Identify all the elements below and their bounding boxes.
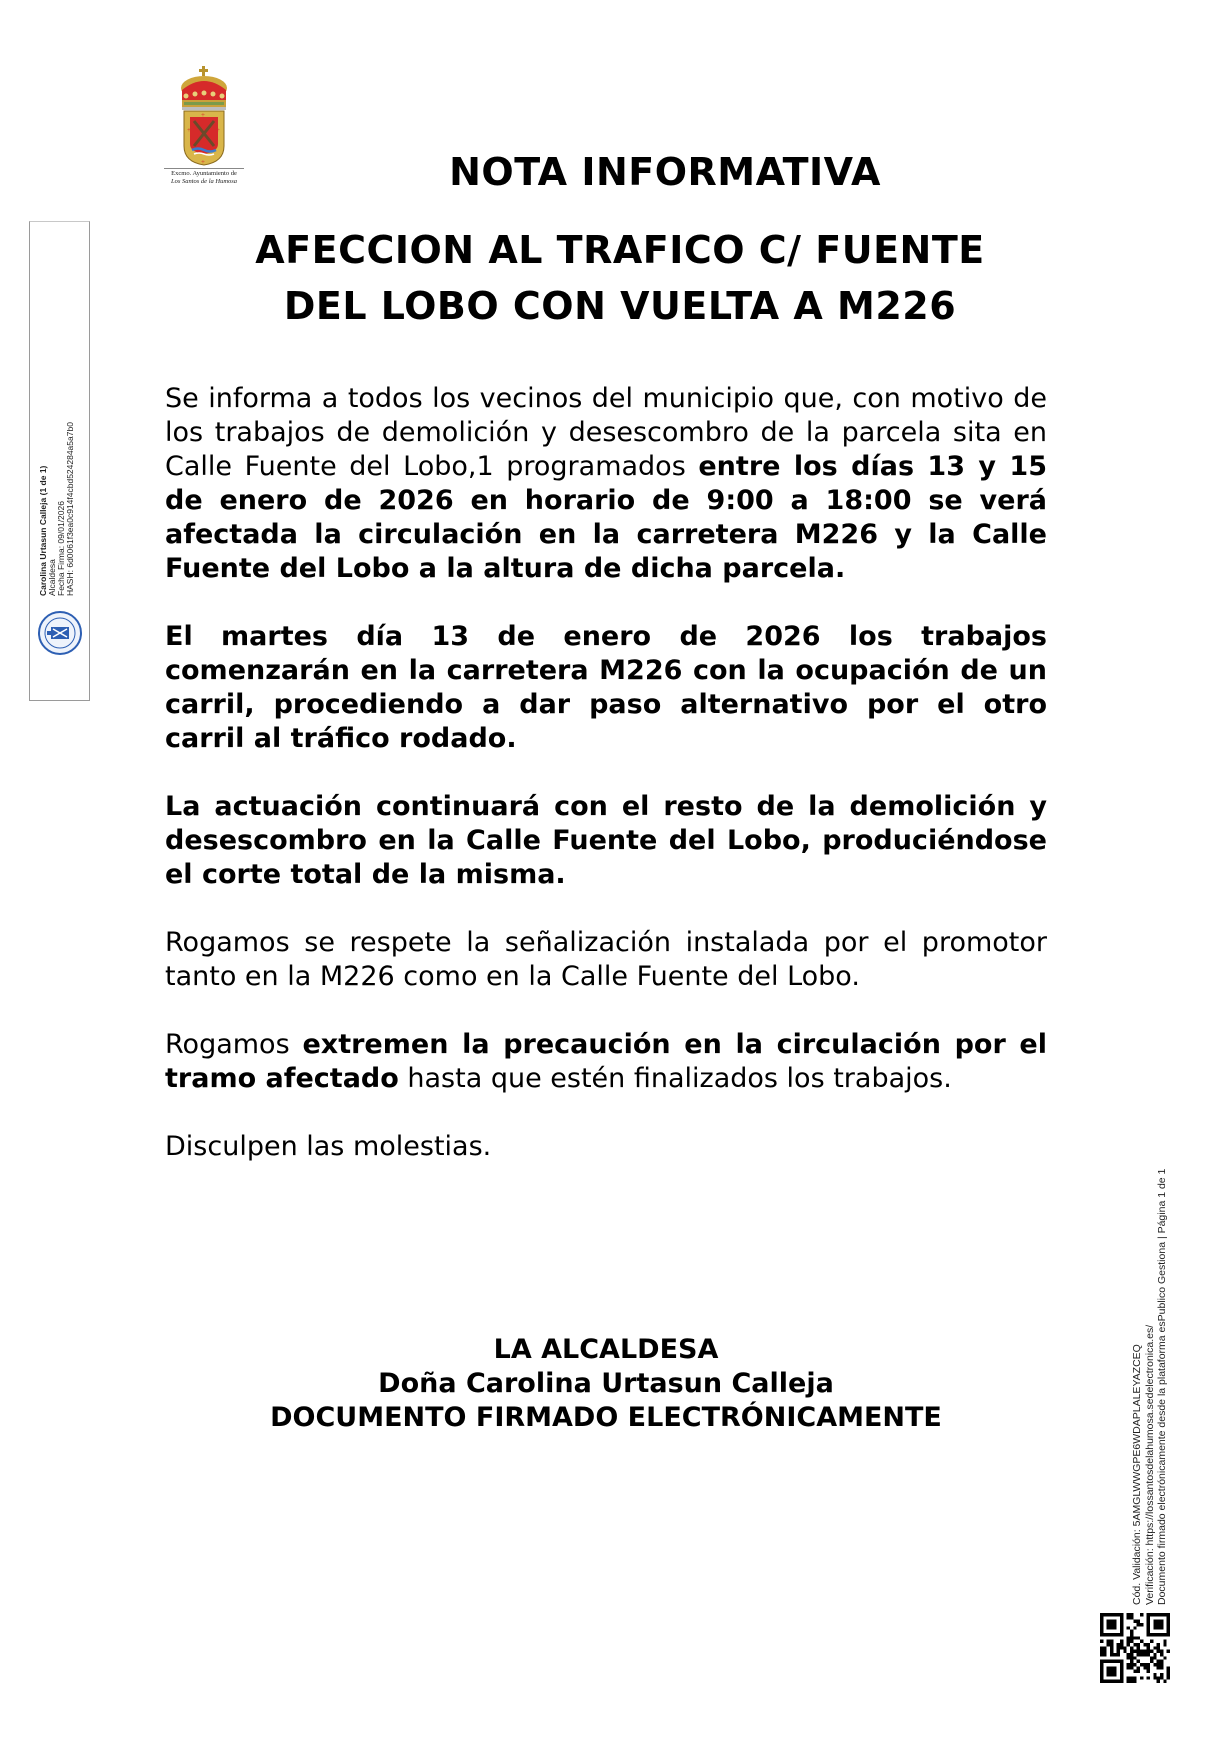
stamp-role: Alcaldesa: [47, 559, 57, 596]
signer-role: LA ALCALDESA: [493, 1334, 719, 1365]
paragraph-caution-end: hasta que estén finalizados los trabajos.: [398, 1063, 952, 1094]
paragraph-signage: Rogamos se respete la señalización instalada por el promotor tanto en la M226 como en la Calle Fuente del Lobo.: [165, 927, 1047, 992]
paragraph-closure-text: La actuación continuará con el resto de la demolición y desescombro en la Calle Fuente del Lobo, produciéndose el corte total de la misma.: [165, 791, 1047, 890]
paragraph-caution: [165, 1028, 1047, 1096]
document-type-heading: NOTA INFORMATIVA: [449, 150, 881, 194]
paragraph-dates: [165, 382, 1047, 586]
document-title: [150, 222, 1090, 334]
signer-name: Doña Carolina Urtasun Calleja: [378, 1368, 834, 1399]
paragraph-caution-emphasis: extremen la precaución en la circulación por el tramo afectado: [165, 1029, 1047, 1094]
paragraph-caution-start: Rogamos: [165, 1029, 303, 1060]
paragraph-first-day: [165, 620, 1047, 756]
document-title-line1: AFECCION AL TRAFICO C/ FUENTE: [255, 228, 985, 272]
stamp-date: Fecha Firma: 09/01/2026: [56, 501, 66, 596]
stamp-hash: HASH: 6d0061f3ea0c914f4cbd524284a5a7b0: [65, 422, 75, 596]
signature-stamp-text: [39, 346, 75, 596]
logo-caption-line2: Los Santos de la Humosa: [170, 178, 238, 185]
validation-stamp: [1131, 1165, 1169, 1605]
paragraph-first-day-text: El martes día 13 de enero de 2026 los trabajos comenzarán en la carretera M226 con la ocupación de un carril, procediendo a dar paso alternativo por el otro carril al tráfico rodado.: [165, 621, 1047, 754]
coat-of-arms-icon: [164, 66, 244, 166]
logo-caption: [164, 168, 244, 186]
notice-body: [165, 382, 1047, 1198]
electronic-signature-stamp: [29, 221, 90, 701]
qr-code-icon[interactable]: [1100, 1613, 1170, 1683]
official-seal-icon: [37, 610, 83, 656]
svg-text:+: +: [187, 126, 191, 134]
svg-text:+: +: [216, 126, 220, 134]
logo-caption-line1: Excmo. Ayuntamiento de: [171, 170, 237, 177]
svg-text:+: +: [201, 158, 205, 166]
svg-text:+: +: [201, 111, 205, 119]
paragraph-apology: Disculpen las molestias.: [165, 1131, 492, 1162]
paragraph-dates-intro: Se informa a todos los vecinos del municipio que, con motivo de los trabajos de demolición y desescombro de la parcela sita en Calle Fuente del Lobo,1 programados: [165, 383, 1047, 482]
validation-code: Cód. Validación: 5AMGLWWGPE6WDAPLALEYAZCEQ: [1131, 1344, 1143, 1605]
stamp-signer: Carolina Urtasun Calleja (1 de 1): [38, 465, 48, 596]
paragraph-closure: [165, 790, 1047, 892]
paragraph-dates-emphasis: entre los días 13 y 15 de enero de 2026 en horario de 9:00 a 18:00 se verá afectada la circulación en la carretera M226 y la Calle Fuente del Lobo a la altura de dicha parcela.: [165, 451, 1048, 584]
verification-url[interactable]: Verificación: https://lossantosdelahumosa.sedelectronica.es/: [1143, 1324, 1156, 1605]
platform-note: Documento firmado electrónicamente desde la plataforma esPublico Gestiona | Página 1 de 1: [1156, 1168, 1168, 1605]
signature-block: [165, 1333, 1047, 1435]
signature-note: DOCUMENTO FIRMADO ELECTRÓNICAMENTE: [270, 1402, 942, 1433]
document-title-line2: DEL LOBO CON VUELTA A M226: [283, 284, 957, 328]
municipal-coat-of-arms-logo: [164, 66, 244, 190]
